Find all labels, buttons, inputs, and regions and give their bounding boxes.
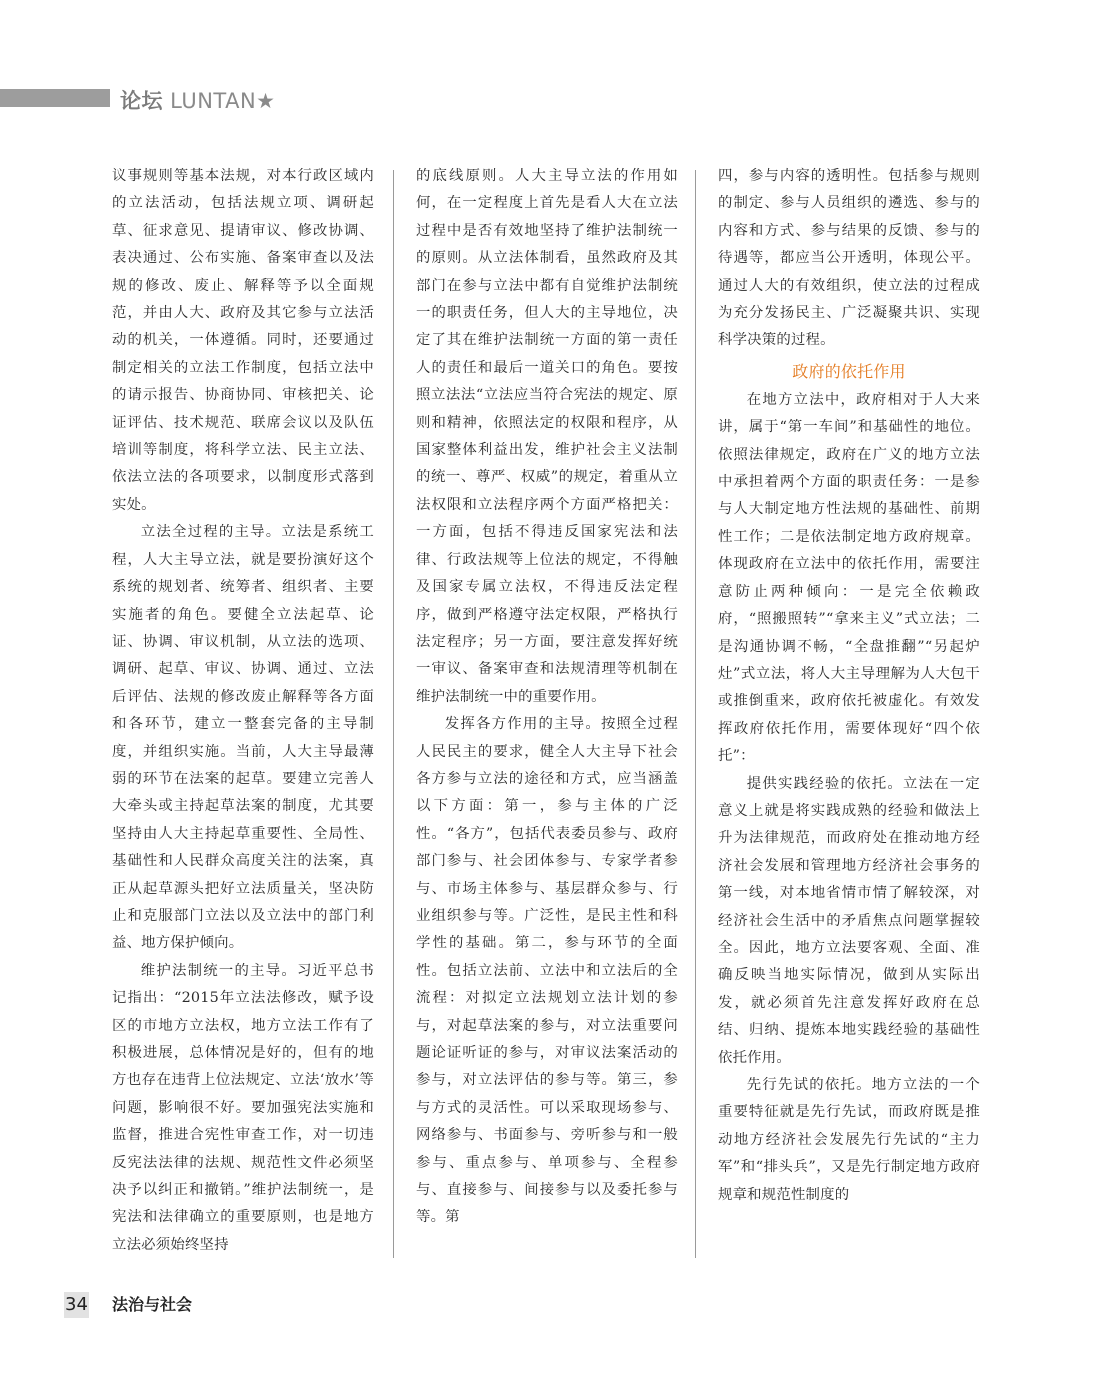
paragraph: 维护法制统一的主导。习近平总书记指出：“2015年立法法修改，赋予设区的市地方立法权，地方立法工作有了积极进展，总体情况是好的，但有的地方也存在违背上位法规定、立法‘放水’等问题，影响很不好。要加强宪法实施和监督，推进合宪性审查工作，对一切违反宪法法律的法规、规范性文件必须坚决予以纠正和撤销。”维护法制统一，是宪法和法律确立的重要原则，也是地方立法必须始终坚持 — [112, 962, 374, 1253]
section-title-cn: 论坛 — [120, 89, 163, 113]
section-heading: 政府的依托作用 — [792, 361, 906, 381]
header-gray-bar — [0, 89, 110, 107]
paragraph: 立法全过程的主导。立法是系统工程，人大主导立法，就是要扮演好这个系统的规划者、统筹者、组织者、主要实施者的角色。要健全立法起草、论证、协调、审议机制，从立法的选项、调研、起草、审议、协调、通过、立法后评估、法规的修改废止解释等各方面和各环节，建立一整套完备的主导制度，并组织实施。当前，人大主导最薄弱的环节在法案的起草。要建立完善人大牵头或主持起草法案的制度，尤其要坚持由人大主持起草重要性、全局性、基础性和人民群众高度关注的法案，真正从起草源头把好立法质量关，坚决防止和克服部门立法以及立法中的部门利益、地方保护倾向。 — [112, 524, 374, 952]
article-column-2 — [416, 163, 678, 1263]
paragraph: 先行先试的依托。地方立法的一个重要特征就是先行先试，而政府既是推动地方经济社会发展先行先试的“主力军”和“排头兵”，又是先行制定地方政府规章和规范性制度的 — [718, 1077, 980, 1203]
section-title — [120, 85, 276, 115]
paragraph: 提供实践经验的依托。立法在一定意义上就是将实践成熟的经验和做法上升为法律规范，而政府处在推动地方经济社会发展和管理地方经济社会事务的第一线，对本地省情市情了解较深，对经济社会生活中的矛盾焦点问题掌握较全。因此，地方立法要客观、全面、准确反映当地实际情况，做到从实际出发，就必须首先注意发挥好政府在总结、归纳、提炼本地实践经验的基础性依托作用。 — [718, 775, 980, 1066]
section-title-en: LUNTAN★ — [163, 89, 276, 113]
paragraph: 四，参与内容的透明性。包括参与规则的制定、参与人员组织的遴选、参与的内容和方式、参与结果的反馈、参与的待遇等，都应当公开透明，体现公平。通过人大的有效组织，使立法的过程成为充分发扬民主、广泛凝聚共识、实现科学决策的过程。 — [718, 168, 980, 349]
paragraph: 议事规则等基本法规，对本行政区域内的立法活动，包括法规立项、调研起草、征求意见、提请审议、修改协调、表决通过、公布实施、备案审查以及法规的修改、废止、解释等予以全面规范，并由人大、政府及其它参与立法活动的机关，一体遵循。同时，还要通过制定相关的立法工作制度，包括立法中的请示报告、协商协同、审核把关、论证评估、技术规范、联席会议以及队伍培训等制度，将科学立法、民主立法、依法立法的各项要求，以制度形式落到实处。 — [112, 168, 374, 513]
column-divider — [695, 170, 696, 1258]
paragraph: 的底线原则。人大主导立法的作用如何，在一定程度上首先是看人大在立法过程中是否有效地坚持了维护法制统一的原则。从立法体制看，虽然政府及其部门在参与立法中都有自觉维护法制统一的职责任务，但人大的主导地位，决定了其在维护法制统一方面的第一责任人的责任和最后一道关口的角色。要按照立法法“立法应当符合宪法的规定、原则和精神，依照法定的权限和程序，从国家整体利益出发，维护社会主义法制的统一、尊严、权威”的规定，着重从立法权限和立法程序两个方面严格把关：一方面，包括不得违反国家宪法和法律、行政法规等上位法的规定，不得触及国家专属立法权，不得违反法定程序，做到严格遵守法定权限，严格执行法定程序；另一方面，要注意发挥好统一审议、备案审查和法规清理等机制在维护法制统一中的重要作用。 — [416, 168, 678, 705]
article-column-1 — [112, 163, 374, 1263]
magazine-name: 法治与社会 — [112, 1295, 193, 1314]
column-divider — [393, 170, 394, 1258]
paragraph: 发挥各方作用的主导。按照全过程人民民主的要求，健全人大主导下社会各方参与立法的途径和方式，应当涵盖以下方面：第一，参与主体的广泛性。“各方”，包括代表委员参与、政府部门参与、社会团体参与、专家学者参与、市场主体参与、基层群众参与、行业组织参与等。广泛性，是民主性和科学性的基础。第二，参与环节的全面性。包括立法前、立法中和立法后的全流程：对拟定立法规划立法计划的参与，对起草法案的参与，对立法重要问题论证听证的参与，对审议法案活动的参与，对立法评估的参与等。第三，参与方式的灵活性。可以采取现场参与、网络参与、书面参与、旁听参与和一般参与、重点参与、单项参与、全程参与、直接参与、间接参与以及委托参与等。第 — [416, 716, 678, 1226]
page-number: 34 — [64, 1292, 89, 1318]
paragraph: 在地方立法中，政府相对于人大来讲，属于“第一车间”和基础性的地位。依照法律规定，政府在广义的地方立法中承担着两个方面的职责任务：一是参与人大制定地方性法规的基础性、前期性工作；二是依法制定地方政府规章。体现政府在立法中的依托作用，需要注意防止两种倾向：一是完全依赖政府，“照搬照转”“拿来主义”式立法；二是沟通协调不畅，“全盘推翻”“另起炉灶”式立法，将人大主导理解为人大包干或推倒重来，政府依托被虚化。有效发挥政府依托作用，需要体现好“四个依托”： — [718, 391, 980, 765]
article-column-3 — [718, 163, 980, 1263]
